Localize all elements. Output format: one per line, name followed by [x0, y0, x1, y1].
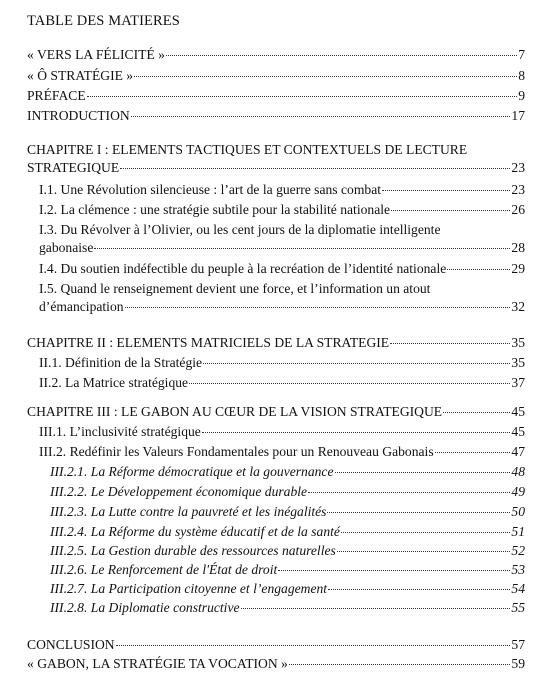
- dot-leader: [241, 608, 511, 609]
- toc-entry-page-number: 23: [511, 182, 525, 197]
- toc-entry-page-number: 47: [511, 444, 525, 459]
- toc-title: TABLE DES MATIERES: [27, 13, 180, 29]
- toc-entry-page-number: 59: [511, 656, 525, 671]
- toc-entry[interactable]: [27, 46, 525, 63]
- toc-entry[interactable]: [27, 107, 525, 124]
- dot-leader: [391, 210, 510, 211]
- toc-entry[interactable]: [39, 443, 525, 460]
- toc-entry[interactable]: [39, 354, 525, 371]
- toc-entry-page-number: 9: [518, 88, 525, 103]
- toc-entry[interactable]: [27, 403, 525, 420]
- toc-entry-label: III.2.5. La Gestion durable des ressources naturelles: [50, 543, 336, 558]
- toc-entry-label: III.2.2. Le Développement économique durable: [50, 484, 308, 499]
- toc-entry[interactable]: [50, 463, 525, 480]
- toc-entry-label-line1: I.3. Du Révolver à l’Olivier, ou les cent jours de la diplomatie intelligente: [39, 222, 441, 237]
- dot-leader: [94, 248, 510, 249]
- toc-entry-page-number: 48: [511, 464, 525, 479]
- dot-leader: [116, 645, 511, 646]
- toc-entry-page-number: 8: [518, 68, 525, 83]
- toc-entry[interactable]: [27, 87, 525, 104]
- toc-entry-page-number: 17: [511, 108, 525, 123]
- dot-leader: [134, 76, 517, 77]
- toc-entry-page-number: 32: [511, 299, 525, 314]
- dot-leader: [87, 96, 518, 97]
- dot-leader: [341, 532, 510, 533]
- toc-entry-page-number: 45: [511, 424, 525, 439]
- toc-entry-label: III.2.3. La Lutte contre la pauvreté et les inégalités: [50, 504, 327, 519]
- dot-leader: [120, 168, 510, 169]
- dot-leader: [447, 269, 510, 270]
- toc-entry-page-number: 55: [511, 600, 525, 615]
- toc-entry[interactable]: [39, 260, 525, 277]
- toc-entry[interactable]: [27, 334, 525, 351]
- toc-entry-page-number: 29: [511, 261, 525, 276]
- toc-entry-page-number: 37: [511, 375, 525, 390]
- toc-entry[interactable]: [27, 636, 525, 653]
- dot-leader: [327, 512, 510, 513]
- toc-entry-page-number: 23: [511, 160, 525, 175]
- toc-entry-label-line1: I.5. Quand le renseignement devient une force, et l’information un atout: [39, 281, 431, 296]
- toc-entry[interactable]: [39, 181, 525, 198]
- toc-entry-page-number: 35: [511, 335, 525, 350]
- toc-entry-label: « Ô STRATÉGIE »: [27, 68, 134, 83]
- dot-leader: [308, 492, 510, 493]
- toc-entry-label: PRÉFACE: [27, 88, 86, 103]
- dot-leader: [337, 551, 511, 552]
- toc-entry-label-line1: CHAPITRE I : ELEMENTS TACTIQUES ET CONTEXTUELS DE LECTURE: [27, 142, 468, 157]
- dot-leader: [203, 363, 510, 364]
- toc-entry[interactable]: [39, 423, 525, 440]
- toc-entry[interactable]: [27, 67, 525, 84]
- toc-entry-page-number: 45: [511, 404, 525, 419]
- toc-entry-label: III.2.8. La Diplomatie constructive: [50, 600, 240, 615]
- toc-entry-label: III.2. Redéfinir les Valeurs Fondamentales pour un Renouveau Gabonais: [39, 444, 434, 459]
- toc-entry-label: II.1. Définition de la Stratégie: [39, 355, 203, 370]
- toc-entry[interactable]: [39, 221, 525, 256]
- dot-leader: [443, 412, 510, 413]
- toc-entry-label: « VERS LA FÉLICITÉ »: [27, 47, 165, 62]
- toc-entry-label: I.1. Une Révolution silencieuse : l’art de la guerre sans combat: [39, 182, 382, 197]
- toc-entry-label: I.4. Du soutien indéfectible du peuple à la recréation de l’identité nationale: [39, 261, 447, 276]
- dot-leader: [166, 55, 517, 56]
- toc-entry-page-number: 57: [511, 637, 525, 652]
- toc-entry-page-number: 49: [511, 484, 525, 499]
- toc-entry-label: « GABON, LA STRATÉGIE TA VOCATION »: [27, 656, 288, 671]
- toc-entry-label: III.2.7. La Participation citoyenne et l’engagement: [50, 581, 328, 596]
- toc-entry[interactable]: [50, 580, 525, 597]
- toc-entry[interactable]: [39, 201, 525, 218]
- toc-entry-label: III.2.6. Le Renforcement de l'État de droit: [50, 562, 278, 577]
- dot-leader: [328, 589, 510, 590]
- toc-entry[interactable]: [50, 523, 525, 540]
- toc-entry[interactable]: [50, 503, 525, 520]
- dot-leader: [189, 383, 510, 384]
- toc-entry-label: CONCLUSION: [27, 637, 115, 652]
- toc-entry[interactable]: [27, 141, 525, 176]
- toc-entry-page-number: 28: [511, 240, 525, 255]
- toc-entry-label: gabonaise: [39, 240, 94, 255]
- toc-entry[interactable]: [27, 655, 525, 672]
- toc-entry-label: d’émancipation: [39, 299, 124, 314]
- toc-entry-page-number: 52: [511, 543, 525, 558]
- toc-entry-label: CHAPITRE III : LE GABON AU CŒUR DE LA VISION STRATEGIQUE: [27, 404, 443, 419]
- dot-leader: [125, 307, 511, 308]
- toc-entry[interactable]: [50, 599, 525, 616]
- dot-leader: [289, 664, 511, 665]
- toc-entry-page-number: 50: [511, 504, 525, 519]
- dot-leader: [435, 452, 511, 453]
- toc-entry-label: STRATEGIQUE: [27, 160, 120, 175]
- toc-entry-page-number: 53: [511, 562, 525, 577]
- toc-entry-label: III.2.4. La Réforme du système éducatif et de la santé: [50, 524, 340, 539]
- toc-entry-page-number: 51: [511, 524, 525, 539]
- dot-leader: [382, 190, 510, 191]
- toc-entry-label: INTRODUCTION: [27, 108, 130, 123]
- toc-entry-label: I.2. La clémence : une stratégie subtile pour la stabilité nationale: [39, 202, 391, 217]
- toc-entry-label: II.2. La Matrice stratégique: [39, 375, 189, 390]
- toc-entry-page-number: 26: [511, 202, 525, 217]
- toc-entry-label: III.2.1. La Réforme démocratique et la gouvernance: [50, 464, 334, 479]
- toc-entry[interactable]: [39, 374, 525, 391]
- dot-leader: [202, 432, 511, 433]
- toc-entry[interactable]: [50, 483, 525, 500]
- toc-entry-label: III.1. L’inclusivité stratégique: [39, 424, 201, 439]
- toc-entry-label: CHAPITRE II : ELEMENTS MATRICIELS DE LA STRATEGIE: [27, 335, 390, 350]
- dot-leader: [335, 472, 511, 473]
- dot-leader: [390, 343, 510, 344]
- toc-entry-page-number: 54: [511, 581, 525, 596]
- toc-entry[interactable]: [50, 542, 525, 559]
- dot-leader: [131, 116, 511, 117]
- toc-entry[interactable]: [50, 561, 525, 578]
- dot-leader: [278, 570, 510, 571]
- toc-entry[interactable]: [39, 280, 525, 315]
- toc-entry-page-number: 7: [518, 47, 525, 62]
- toc-entry-page-number: 35: [511, 355, 525, 370]
